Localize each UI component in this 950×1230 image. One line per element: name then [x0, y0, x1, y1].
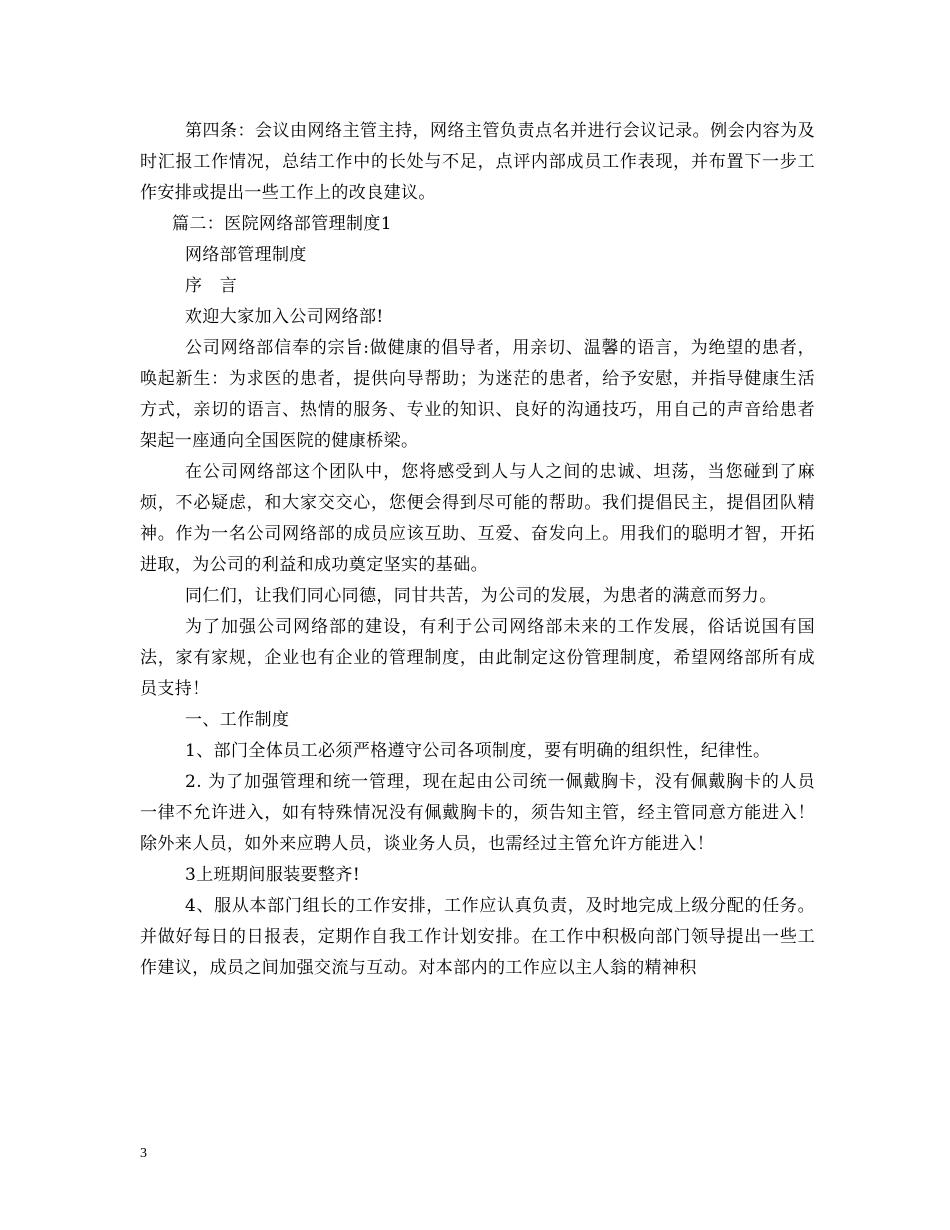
paragraph-rule-one: 1、部门全体员工必须严格遵守公司各项制度，要有明确的组织性，纪律性。	[185, 741, 771, 761]
paragraph-rule-three: 3上班期间服装要整齐!	[185, 865, 361, 885]
paragraph-rule-two: 2. 为了加强管理和统一管理，现在起由公司统一佩戴胸卡，没有佩戴胸卡的人员一律不允许进入，如有特殊情况没有佩戴胸卡的，须告知主管，经主管同意方能进入！除外来人员，如外来应聘人员，谈业务人员，也需经过主管允许方能进入！	[140, 772, 815, 854]
paragraph-chapter-two-heading: 篇二：医院网络部管理制度1	[172, 214, 393, 234]
paragraph-rules-intro: 为了加强公司网络部的建设，有利于公司网络部未来的工作发展，俗话说国有国法，家有家规，企业也有企业的管理制度，由此制定这份管理制度，希望网络部所有成员支持！	[140, 617, 815, 699]
page-number: 3	[140, 1146, 147, 1161]
paragraph-purpose: 公司网络部信奉的宗旨:做健康的倡导者，用亲切、温馨的语言，为绝望的患者，唤起新生：为求医的患者，提供向导帮助；为迷茫的患者，给予安慰，并指导健康生活方式，亲切的语言、热情的服务、专业的知识、良好的沟通技巧，用自己的声音给患者架起一座通向全国医院的健康桥梁。	[140, 338, 815, 451]
paragraph-article-four: 第四条：会议由网络主管主持，网络主管负责点名并进行会议记录。例会内容为及时汇报工作情况，总结工作中的长处与不足，点评内部成员工作表现，并布置下一步工作安排或提出一些工作上的改良建议。	[140, 121, 815, 203]
paragraph-colleagues: 同仁们，让我们同心同德，同甘共苦，为公司的发展，为患者的满意而努力。	[185, 586, 777, 606]
paragraph-title: 网络部管理制度	[185, 245, 307, 265]
paragraph-preface-heading: 序 言	[185, 276, 238, 296]
paragraph-rule-four: 4、服从本部门组长的工作安排，工作应认真负责，及时地完成上级分配的任务。并做好每日的日报表，定期作自我工作计划安排。在工作中积极向部门领导提出一些工作建议，成员之间加强交流与互动。对本部内的工作应以主人翁的精神积	[140, 896, 815, 978]
paragraph-welcome: 欢迎大家加入公司网络部!	[185, 307, 384, 327]
paragraph-section-one-heading: 一、工作制度	[185, 710, 290, 730]
document-body	[140, 116, 815, 984]
paragraph-team: 在公司网络部这个团队中，您将感受到人与人之间的忠诚、坦荡，当您碰到了麻烦，不必疑虑，和大家交交心，您便会得到尽可能的帮助。我们提倡民主，提倡团队精神。作为一名公司网络部的成员应该互助、互爱、奋发向上。用我们的聪明才智，开拓进取，为公司的利益和成功奠定坚实的基础。	[140, 462, 815, 575]
